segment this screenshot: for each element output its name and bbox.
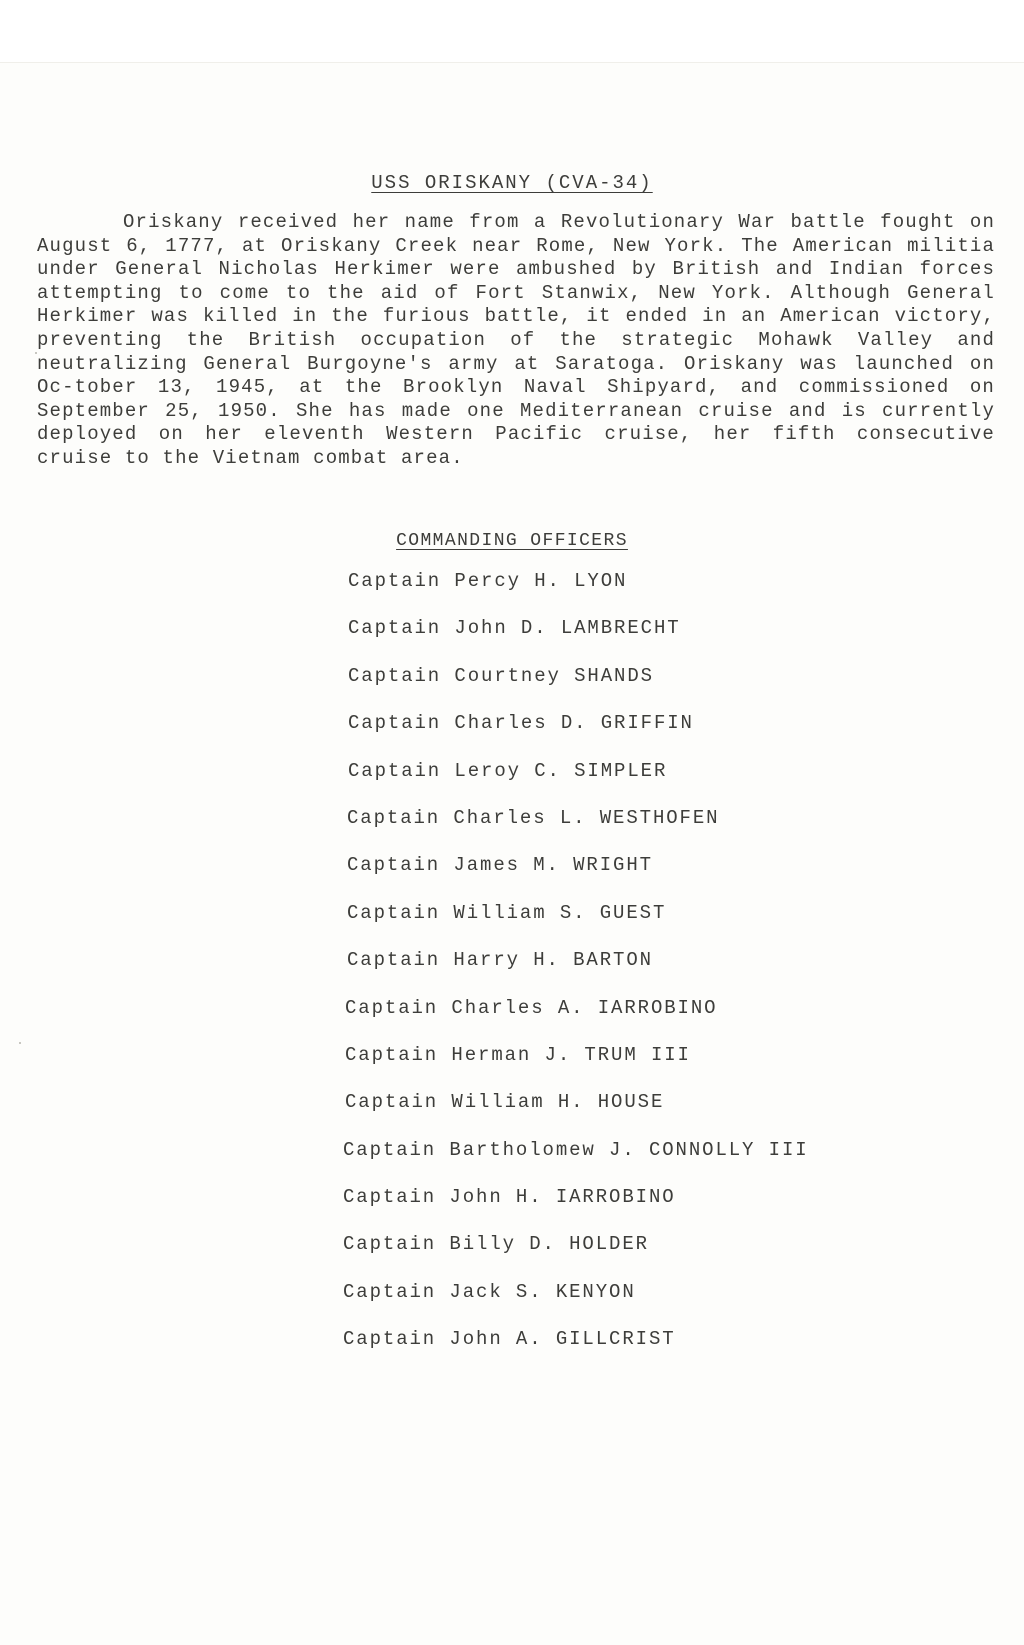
officer-list-item: Captain Charles D. GRIFFIN — [348, 712, 694, 735]
officer-list-item: Captain Herman J. TRUM III — [345, 1043, 691, 1066]
officer-list-item: Captain Courtney SHANDS — [348, 664, 654, 687]
document-title — [0, 172, 1024, 194]
officer-list-item: Captain Leroy C. SIMPLER — [348, 759, 668, 782]
officer-list-item: Captain William H. HOUSE — [345, 1091, 665, 1114]
officers-heading — [0, 531, 1024, 551]
officer-list-item: Captain John A. GILLCRIST — [343, 1328, 676, 1351]
officer-list-item: Captain John H. IARROBINO — [343, 1186, 676, 1209]
commanding-officers-list — [343, 570, 948, 1376]
officer-list-item: Captain Charles L. WESTHOFEN — [347, 806, 720, 829]
typed-document-page — [0, 62, 1024, 1645]
officer-list-item: Captain John D. LAMBRECHT — [348, 617, 681, 640]
document-title-text: USS ORISKANY (CVA-34) — [371, 172, 653, 194]
officer-list-item: Captain Bartholomew J. CONNOLLY III — [343, 1138, 809, 1161]
paper-speck — [19, 1042, 21, 1044]
officer-list-item: Captain William S. GUEST — [347, 901, 667, 924]
paper-speck — [35, 352, 37, 354]
officer-list-item: Captain Harry H. BARTON — [347, 949, 653, 972]
history-paragraph: Oriskany received her name from a Revolutionary War battle fought on August 6, 1777, at Oriskany Creek near Rome, New York. The American militia under General Nicholas Herkimer were ambushed by British and Indian forces attempting to come to the aid of Fort Stanwix, New York. Although General Herkimer was killed in the furious battle, it ended in an American victory, preventing the British occupation of the strategic Mohawk Valley and neutralizing General Burgoyne's army at Saratoga. Oriskany was launched on Oc-tober 13, 1945, at the Brooklyn Naval Shipyard, and commissioned on September 25, 1950. She has made one Mediterranean cruise and is currently deployed on her eleventh Western Pacific cruise, her fifth consecutive cruise to the Vietnam combat area. — [37, 211, 995, 469]
officer-list-item: Captain Billy D. HOLDER — [343, 1233, 649, 1256]
officer-list-item: Captain Percy H. LYON — [348, 570, 628, 592]
officers-heading-text: COMMANDING OFFICERS — [396, 531, 628, 551]
officer-list-item: Captain Charles A. IARROBINO — [345, 996, 718, 1019]
officer-list-item: Captain James M. WRIGHT — [347, 854, 653, 877]
officer-list-item: Captain Jack S. KENYON — [343, 1280, 636, 1303]
